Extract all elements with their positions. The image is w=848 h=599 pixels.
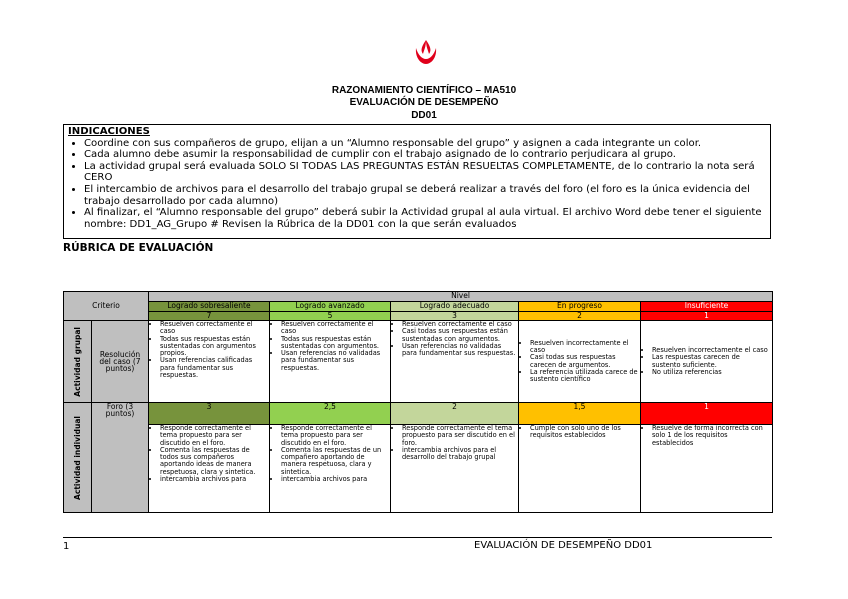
footer-text: EVALUACIÓN DE DESEMPEÑO DD01 [474,540,653,551]
instruction-item: • La actividad grupal será evaluada SOLO SI TODAS LAS PREGUNTAS ESTÁN RESUELTAS COMPLETAMENTE, de lo contrario la nota será CERO [84,161,766,184]
university-logo [412,38,440,66]
rubric-cell: • Resuelven correctamente el caso • Todas sus respuestas están sustentadas con argumentos. • Usan referencias no validadas para fundamentar sus respuestas. [270,321,391,403]
document-subtitle: EVALUACIÓN DE DESEMPEÑO [349,97,499,108]
forum-criterion: Foro (3 puntos) [92,403,149,513]
rubric-cell: • Responde correctamente el tema propuesto para ser discutido en el foro. • intercambia archivos para el desarrollo del trabajo grupal [391,425,519,513]
forum-score: 1,5 [519,403,641,425]
level-score: 3 [391,311,519,321]
instructions-title: INDICACIONES [68,126,150,137]
level-score: 7 [149,311,270,321]
document-code: DD01 [411,110,437,121]
level-score: 5 [270,311,391,321]
rubric-title: RÚBRICA DE EVALUACIÓN [63,242,214,254]
footer-rule [63,537,772,538]
level-name: Logrado adecuado [391,301,519,311]
rubric-cell: • Resuelven incorrectamente el caso • Casi todas sus respuestas carecen de argumentos. • La referencia utilizada carece de sustento científico [519,321,641,403]
document-title: RAZONAMIENTO CIENTÍFICO – MA510 [331,85,517,96]
rubric-cell: • Resuelven incorrectamente el caso • Las respuestas carecen de sustento suficiente. • No utiliza referencias [641,321,773,403]
instruction-item: • Coordine con sus compañeros de grupo, elijan a un “Alumno responsable del grupo” y asignen a cada integrante un color. [84,138,766,150]
nivel-header: Nivel [149,292,773,302]
forum-score: 2 [391,403,519,425]
criterio-header: Criterio [64,292,149,321]
group-activity-label: Actividad grupal [64,321,92,403]
level-score: 2 [519,311,641,321]
level-name: En progreso [519,301,641,311]
rubric-cell: • Resuelve de forma incorrecta con solo 1 de los requisitos establecidos [641,425,773,513]
forum-score: 3 [149,403,270,425]
rubric-cell: • Resuelven correctamente el caso • Todas sus respuestas están sustentadas con argumentos propios. • Usan referencias calificadas para fundamentar sus respuestas. [149,321,270,403]
level-name: Logrado sobresaliente [149,301,270,311]
instruction-item: • Al finalizar, el “Alumno responsable del grupo” deberá subir la Actividad grupal al aula virtual. El archivo Word debe tener el siguiente nombre: DD1_AG_Grupo # Revisen la Rúbrica de la DD01 con la que serán evaluados [84,207,766,230]
level-name: Logrado avanzado [270,301,391,311]
forum-score: 1 [641,403,773,425]
rubric-cell: • Resuelven correctamente el caso • Casi todas sus respuestas están sustentadas con argumentos. • Usan referencias no validadas para fundamentar sus respuestas. [391,321,519,403]
group-criterion: Resolución del caso (7 puntos) [92,321,149,403]
rubric-cell: • Responde correctamente el tema propuesto para ser discutido en el foro. • Comenta las respuestas de todos sus compañeros aportando ideas de manera respetuosa, clara y sintetica. • intercambia archivos para [149,425,270,513]
rubric-cell: • Responde correctamente el tema propuesto para ser discutido en el foro. • Comenta las respuestas de un compañero aportando de manera respetuosa, clara y sintetica. • intercambia archivos para [270,425,391,513]
level-score: 1 [641,311,773,321]
rubric-cell: • Cumple con solo uno de los requisitos establecidos [519,425,641,513]
page-number: 1 [63,541,70,552]
instructions-box [63,124,771,239]
forum-score: 2,5 [270,403,391,425]
instruction-item: • Cada alumno debe asumir la responsabilidad de cumplir con el trabajo asignado de lo contrario perjudicara al grupo. [84,149,766,161]
rubric-table [63,291,773,513]
level-name: Insuficiente [641,301,773,311]
instruction-item: • El intercambio de archivos para el desarrollo del trabajo grupal se deberá realizar a través del foro (el foro es la única evidencia del trabajo desarrollado por cada alumno) [84,184,766,207]
individual-activity-label: Actividad individual [64,403,92,513]
